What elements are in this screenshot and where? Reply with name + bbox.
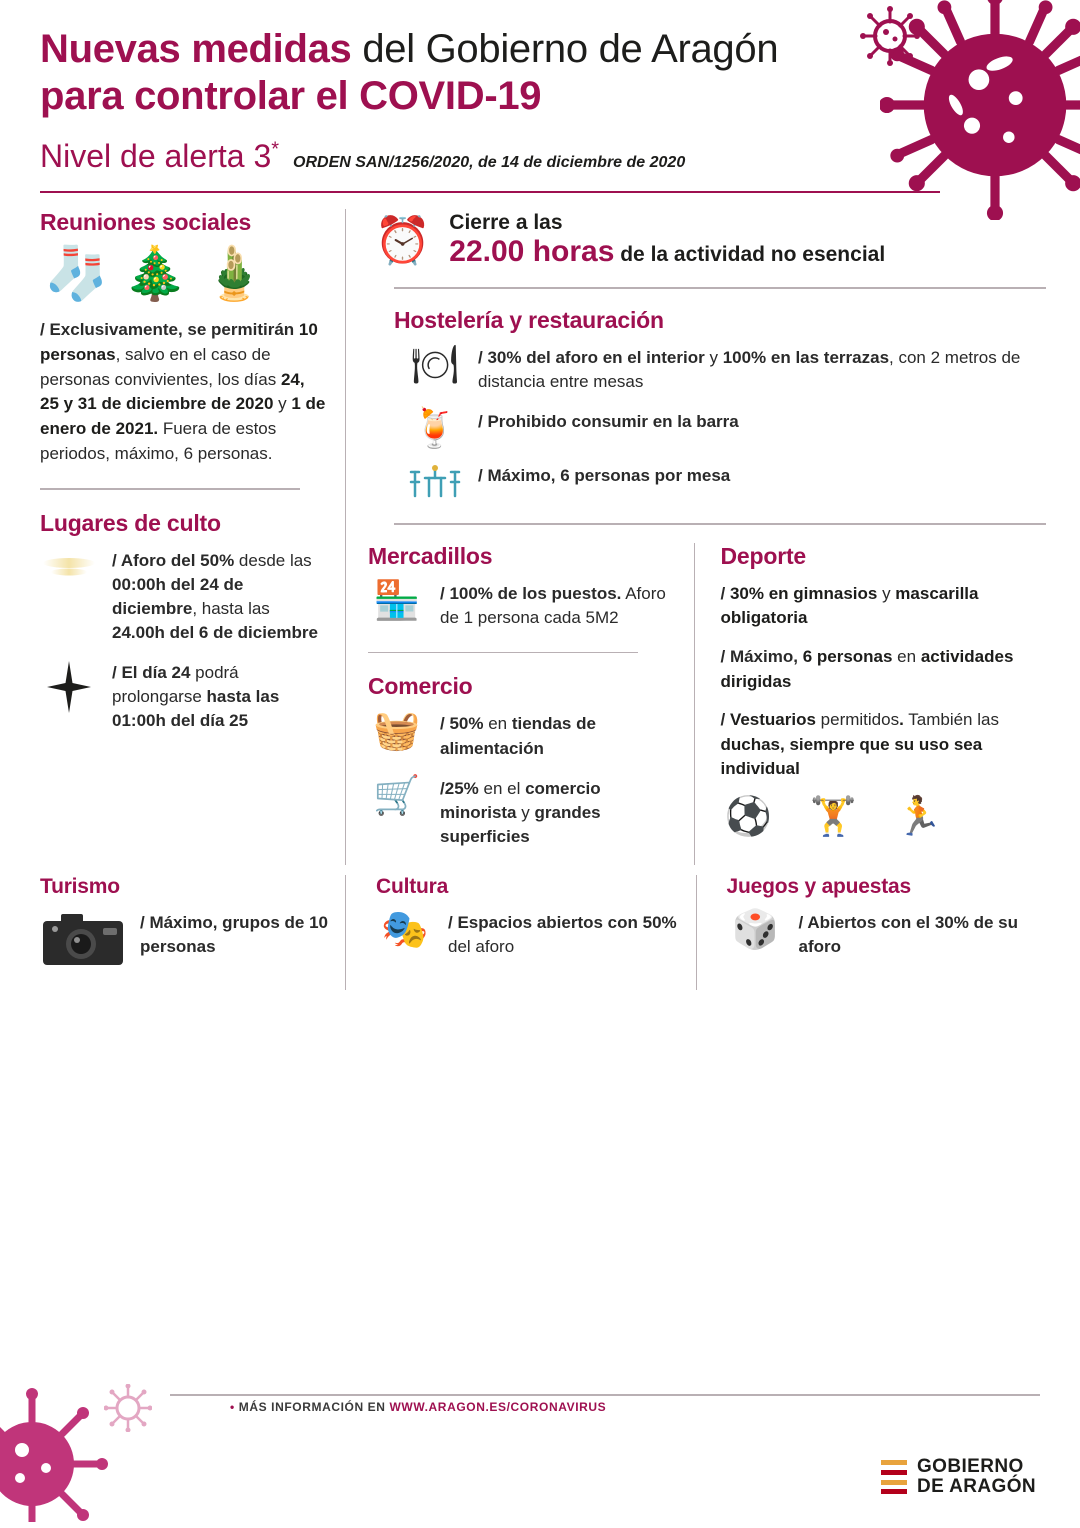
alert-level-text: Nivel de alerta 3 <box>40 138 272 175</box>
sport-item-1 <box>721 582 1027 631</box>
subtitle-row <box>40 138 1040 175</box>
social-text-2: , salvo en el caso de personas convivientes, los días <box>40 345 281 389</box>
sp3-b1: Vestuarios <box>729 710 816 730</box>
more-info-line <box>230 1400 606 1414</box>
social-icons <box>44 245 327 304</box>
hosp2-t1: / Prohibido consumir en la barra <box>478 412 739 432</box>
hosp3-t1: / Máximo, <box>478 466 561 486</box>
tourism-item <box>40 911 331 974</box>
markets-t1: Aforo de 1 persona cada 5M2 <box>440 583 666 627</box>
closing-line2 <box>449 235 885 269</box>
worship-item-1 <box>40 549 327 646</box>
social-text <box>40 318 327 466</box>
sport-item-3 <box>721 708 1027 782</box>
shopping-cart-icon: 🛒 <box>373 774 421 817</box>
sp1-t1: / <box>720 583 730 603</box>
com2-t1: / <box>440 778 445 798</box>
right-divider-1 <box>394 287 1046 289</box>
christmas-bauble-icon: 🎍 <box>201 245 267 304</box>
theatre-masks-icon: 🎭 <box>381 909 429 951</box>
footer-bullet: • <box>230 1400 235 1414</box>
gambling-item-text <box>799 911 1033 959</box>
sp3-t2: permitidos <box>815 710 900 730</box>
header-divider <box>40 191 940 193</box>
title-accent-1: Nuevas medidas <box>40 27 352 71</box>
food-tray-icon: 🍽 <box>410 343 460 386</box>
worship-item-2 <box>40 661 327 733</box>
page-title <box>40 26 840 120</box>
com1-t1: / <box>440 714 450 734</box>
page-footer <box>0 1378 1080 1528</box>
hospitality-item-1 <box>406 343 1046 394</box>
commerce-item-1 <box>368 712 674 760</box>
worship-item-2-text <box>112 661 327 733</box>
hospitality-item-3-text <box>478 464 1046 488</box>
section-heading-commerce: Comercio <box>368 673 473 700</box>
tourism-section <box>34 875 346 990</box>
sp3-t1: / <box>720 710 730 730</box>
com1-t2: en <box>483 714 512 734</box>
alert-level <box>40 138 279 175</box>
main-content <box>0 209 1080 865</box>
subcolumn-right <box>694 543 1047 865</box>
com2-t2: en el <box>478 778 526 798</box>
worship2-t1: / El <box>112 663 143 683</box>
worship1-b1: 50% <box>200 550 235 570</box>
com1-b2: tiendas de alimentación <box>440 714 596 758</box>
culture-section <box>346 875 697 990</box>
light-rays-icon <box>40 549 98 590</box>
sp2-b2: actividades dirigidas <box>720 646 1014 691</box>
order-reference: ORDEN SAN/1256/2020, de 14 de diciembre de 2020 <box>293 154 686 172</box>
sport-item-2 <box>721 645 1027 694</box>
running-icon: 🏃 <box>895 796 943 839</box>
closing-hours: 22.00 horas <box>449 235 615 269</box>
hosp1-b2: 100% en las terrazas <box>722 347 890 367</box>
title-plain: del Gobierno de Aragón <box>351 27 779 71</box>
social-text-3: y <box>273 394 292 414</box>
christmas-tree-icon: 🎄 <box>122 245 188 304</box>
star-burst-icon-svg <box>47 661 91 713</box>
sp1-b2: mascarilla obligatoria <box>720 583 979 628</box>
worship1-t1: / Aforo del <box>112 550 201 570</box>
gov-line-1: GOBIERNO <box>916 1455 1024 1477</box>
commerce-item-1-text <box>440 712 674 760</box>
left-column <box>34 209 346 865</box>
government-logo <box>881 1457 1036 1498</box>
com2-b1: 25% <box>444 778 479 798</box>
section-heading-markets: Mercadillos <box>368 542 493 569</box>
tourism-item-text <box>140 911 331 959</box>
christmas-stocking-icon: 🧦 <box>44 245 109 304</box>
social-text-1: / Exclusivamente, se permitirán <box>40 320 299 340</box>
page-header <box>0 0 1080 175</box>
social-text-4: Fuera de estos periodos, máximo, 6 personas. <box>40 418 277 463</box>
subcolumns <box>368 543 1046 865</box>
alert-level-asterisk: * <box>271 138 280 161</box>
gambling-section <box>697 875 1047 990</box>
light-rays-icon-svg <box>42 549 96 583</box>
footer-url[interactable]: WWW.ARAGON.ES/CORONAVIRUS <box>389 1400 607 1414</box>
worship2-b2: hasta las 01:00h del día 25 <box>112 687 280 731</box>
sp2-b1: 6 personas <box>802 646 893 666</box>
section-heading-worship: Lugares de culto <box>40 509 221 536</box>
shopping-basket-icon: 🧺 <box>373 710 421 753</box>
worship2-b1: día 24 <box>142 663 191 683</box>
table-chairs-icon-svg <box>409 464 461 498</box>
commerce-item-2-text <box>440 777 674 849</box>
hospitality-item-1-text <box>478 346 1046 394</box>
tour-t1: / Máximo, grupos de <box>140 913 310 932</box>
social-bold-3: 1 de enero de 2021. <box>40 394 326 438</box>
com2-b2: comercio minorista <box>440 778 601 822</box>
worship2-t2: podrá prolongarse <box>112 663 239 707</box>
worship1-t3: , hasta las <box>192 598 270 618</box>
sp2-t2: en <box>892 646 921 666</box>
gam-t1: / Abiertos con el <box>798 913 935 932</box>
cocktail-icon: 🍹 <box>411 408 459 451</box>
sp3-b3: duchas, siempre que su uso sea individual <box>720 734 983 779</box>
footer-more-info-label: MÁS INFORMACIÓN EN <box>238 1400 390 1414</box>
gov-line-2: DE ARAGÓN <box>916 1476 1036 1498</box>
aragon-flag-icon <box>881 1460 907 1494</box>
hospitality-item-3 <box>406 464 1046 505</box>
com1-b1: 50% <box>449 714 484 734</box>
sp2-t1: / Máximo, <box>720 646 803 666</box>
gambling-item <box>727 911 1033 959</box>
footer-divider <box>170 1394 1040 1396</box>
section-heading-social: Reuniones sociales <box>40 209 252 236</box>
section-heading-gambling: Juegos y apuestas <box>726 875 912 898</box>
gam-b1: 30% de su aforo <box>798 913 1018 957</box>
weightlifting-icon: 🏋 <box>809 796 858 839</box>
com2-t3: y <box>516 802 535 822</box>
subcolumn-left <box>368 543 694 865</box>
section-heading-tourism: Turismo <box>40 875 120 898</box>
table-chairs-icon <box>406 464 464 505</box>
sp1-b1: 30% en gimnasios <box>729 583 878 603</box>
worship-item-1-text <box>112 549 327 646</box>
market-stall-icon: 🏪 <box>373 579 421 622</box>
camera-icon <box>40 911 126 974</box>
social-bold-1: 10 personas <box>40 320 318 365</box>
culture-item-text <box>448 911 682 959</box>
alarm-clock-icon: ⏰ <box>374 214 432 267</box>
left-divider-1 <box>40 488 300 490</box>
worship1-b2: 00:00h del 24 de diciembre <box>112 574 244 618</box>
markets-item <box>368 579 674 630</box>
culture-item <box>376 911 682 959</box>
dice-icon: 🎲 <box>731 909 780 951</box>
worship1-t2: desde las <box>234 550 312 570</box>
markets-item-text <box>440 582 674 630</box>
closing-rest: de la actividad no esencial <box>614 243 886 267</box>
cul-b1: / Espacios abiertos con 50% <box>448 913 677 932</box>
hospitality-item-2-text <box>478 410 1046 434</box>
sp3-b2: . <box>899 710 904 730</box>
hosp1-t2: , con 2 metros de distancia entre mesas <box>478 347 1021 391</box>
star-burst-icon <box>40 661 98 718</box>
title-accent-2: para controlar el COVID-19 <box>40 74 542 119</box>
section-heading-culture: Cultura <box>376 875 449 898</box>
hosp1-t1: y <box>704 347 723 367</box>
social-bold-2: 24, 25 y 31 de diciembre de 2020 <box>40 369 305 414</box>
government-name <box>917 1457 1036 1498</box>
tour-b1: 10 personas <box>140 913 329 957</box>
section-heading-hospitality: Hostelería y restauración <box>394 306 664 333</box>
section-heading-sport: Deporte <box>720 542 807 569</box>
cul-t1: del aforo <box>448 937 515 957</box>
hospitality-item-2 <box>406 408 1046 451</box>
markets-b1: / 100% de los puestos. <box>440 583 622 603</box>
closing-text-block <box>449 211 885 269</box>
closing-time-banner <box>368 209 1046 269</box>
com2-b3: grandes superficies <box>440 802 601 846</box>
bottom-row <box>0 875 1080 990</box>
sport-icons <box>724 796 1027 839</box>
sp3-t3: También las <box>903 710 999 730</box>
sp1-t2: y <box>877 583 896 603</box>
camera-icon-svg <box>41 911 125 969</box>
soccer-ball-icon: ⚽ <box>724 796 772 839</box>
right-divider-2 <box>394 523 1046 525</box>
hosp3-b1: 6 personas por mesa <box>560 466 731 486</box>
hosp1-b1: / 30% del aforo en el interior <box>478 347 705 367</box>
closing-line1: Cierre a las <box>449 211 563 235</box>
commerce-item-2 <box>368 774 674 849</box>
subcolumn-divider <box>368 652 638 654</box>
worship1-b3: 24.00h del 6 de diciembre <box>112 623 318 643</box>
right-column <box>346 209 1046 865</box>
